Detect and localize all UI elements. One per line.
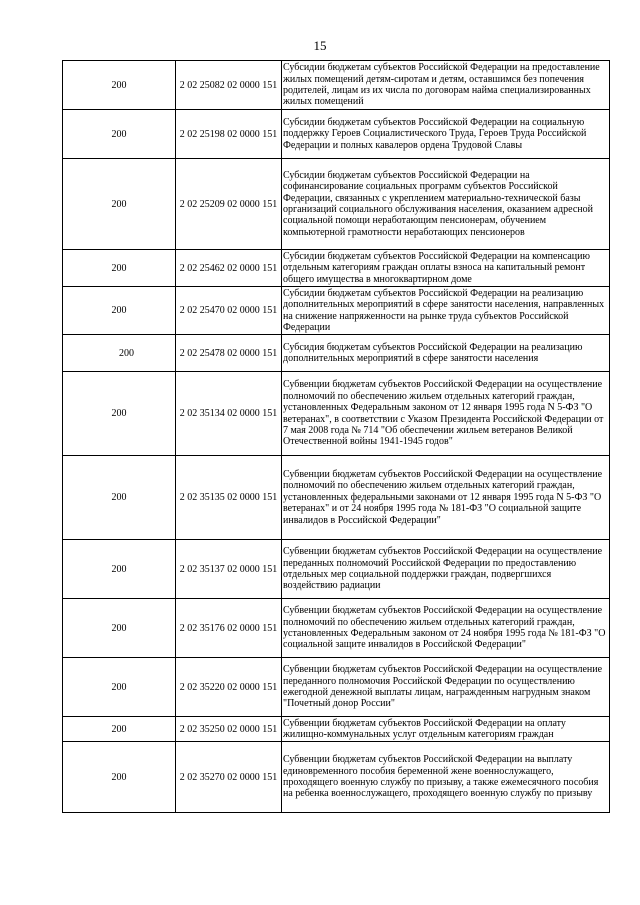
admin-code-cell: 200 [63,742,176,813]
admin-code-cell: 200 [63,61,176,110]
admin-code-cell: 200 [63,658,176,717]
income-name-cell: Субсидия бюджетам субъектов Российской Федерации на реализацию дополнительных мероприятий в сфере занятости населения [282,335,610,372]
admin-code-cell: 200 [63,250,176,287]
budget-code-cell: 2 02 35137 02 0000 151 [176,540,282,599]
table-row [63,540,610,599]
table-row [63,717,610,742]
admin-code-cell: 200 [63,335,176,372]
income-name-cell: Субвенции бюджетам субъектов Российской Федерации на оплату жилищно-коммунальных услуг отдельным категориям граждан [282,717,610,742]
budget-code-cell: 2 02 25470 02 0000 151 [176,287,282,335]
income-name-cell: Субвенции бюджетам субъектов Российской Федерации на осуществление полномочий по обеспечению жильем отдельных категорий граждан, установленных федеральными законами от 12 января 1995 года N 5-ФЗ "О ветеранах" и от 24 ноября 1995 года № 181-ФЗ "О социальной защите инвалидов в Российской Федерации" [282,456,610,540]
income-name-cell: Субвенции бюджетам субъектов Российской Федерации на выплату единовременного пособия беременной жене военнослужащего, проходящего военную службу по призыву, а также ежемесячного пособия на ребенка военнослужащего, проходящего военную службу по призыву [282,742,610,813]
budget-code-cell: 2 02 35270 02 0000 151 [176,742,282,813]
table-row [63,456,610,540]
page-number: 15 [313,38,327,53]
admin-code-cell: 200 [63,717,176,742]
admin-code-cell: 200 [63,540,176,599]
admin-code-cell: 200 [63,599,176,658]
admin-code-cell: 200 [63,287,176,335]
table-row [63,287,610,335]
income-name-cell: Субвенции бюджетам субъектов Российской Федерации на осуществление переданного полномочия Российской Федерации по осуществлению ежегодной денежной выплаты лицам, награжденным нагрудным знаком "Почетный донор России" [282,658,610,717]
table-row [63,335,610,372]
income-name-cell: Субсидии бюджетам субъектов Российской Федерации на софинансирование социальных программ субъектов Российской Федерации, связанных с укреплением материально-технической базы организаций социального обслуживания населения, оказанием адресной социальной помощи неработающим пенсионерам, обучением компьютерной грамотности неработающих пенсионеров [282,159,610,250]
budget-code-cell: 2 02 35134 02 0000 151 [176,372,282,456]
admin-code-cell: 200 [63,110,176,159]
income-name-cell: Субвенции бюджетам субъектов Российской Федерации на осуществление полномочий по обеспечению жильем отдельных категорий граждан, установленных Федеральным законом от 12 января 1995 года N 5-ФЗ "О ветеранах", в соответствии с Указом Президента Российской Федерации от 7 мая 2008 года № 714 "Об обеспечении жильем ветеранов Великой Отечественной войны 1941-1945 годов" [282,372,610,456]
income-name-cell: Субсидии бюджетам субъектов Российской Федерации на социальную поддержку Героев Социалистического Труда, Героев Труда Российской Федерации и полных кавалеров ордена Трудовой Славы [282,110,610,159]
budget-code-cell: 2 02 25198 02 0000 151 [176,110,282,159]
table-row [63,658,610,717]
table-row [63,159,610,250]
income-name-cell: Субсидии бюджетам субъектов Российской Федерации на компенсацию отдельным категориям граждан оплаты взноса на капитальный ремонт общего имущества в многоквартирном доме [282,250,610,287]
income-name-cell: Субсидии бюджетам субъектов Российской Федерации на реализацию дополнительных мероприятий в сфере занятости населения, направленных на снижение напряженности на рынке труда субъектов Российской Федерации [282,287,610,335]
budget-code-cell: 2 02 25082 02 0000 151 [176,61,282,110]
income-name-cell: Субсидии бюджетам субъектов Российской Федерации на предоставление жилых помещений детям-сиротам и детям, оставшимся без попечения родителей, лицам из их числа по договорам найма специализированных жилых помещений [282,61,610,110]
admin-code-cell: 200 [63,159,176,250]
income-name-cell: Субвенции бюджетам субъектов Российской Федерации на осуществление полномочий по обеспечению жильем отдельных категорий граждан, установленных Федеральным законом от 24 ноября 1995 года № 181-ФЗ "О социальной защите инвалидов в Российской Федерации" [282,599,610,658]
budget-code-cell: 2 02 35176 02 0000 151 [176,599,282,658]
budget-code-cell: 2 02 25462 02 0000 151 [176,250,282,287]
table-row [63,599,610,658]
table-row [63,61,610,110]
table-row [63,110,610,159]
table-row [63,742,610,813]
income-name-cell: Субвенции бюджетам субъектов Российской Федерации на осуществление переданных полномочий Российской Федерации по предоставлению отдельных мер социальной поддержки граждан, подвергшихся воздействию радиации [282,540,610,599]
budget-code-cell: 2 02 35250 02 0000 151 [176,717,282,742]
budget-code-cell: 2 02 25209 02 0000 151 [176,159,282,250]
table-row [63,372,610,456]
budget-code-cell: 2 02 35135 02 0000 151 [176,456,282,540]
admin-code-cell: 200 [63,456,176,540]
budget-code-cell: 2 02 35220 02 0000 151 [176,658,282,717]
budget-code-cell: 2 02 25478 02 0000 151 [176,335,282,372]
table-row [63,250,610,287]
admin-code-cell: 200 [63,372,176,456]
budget-classification-table [62,60,610,813]
